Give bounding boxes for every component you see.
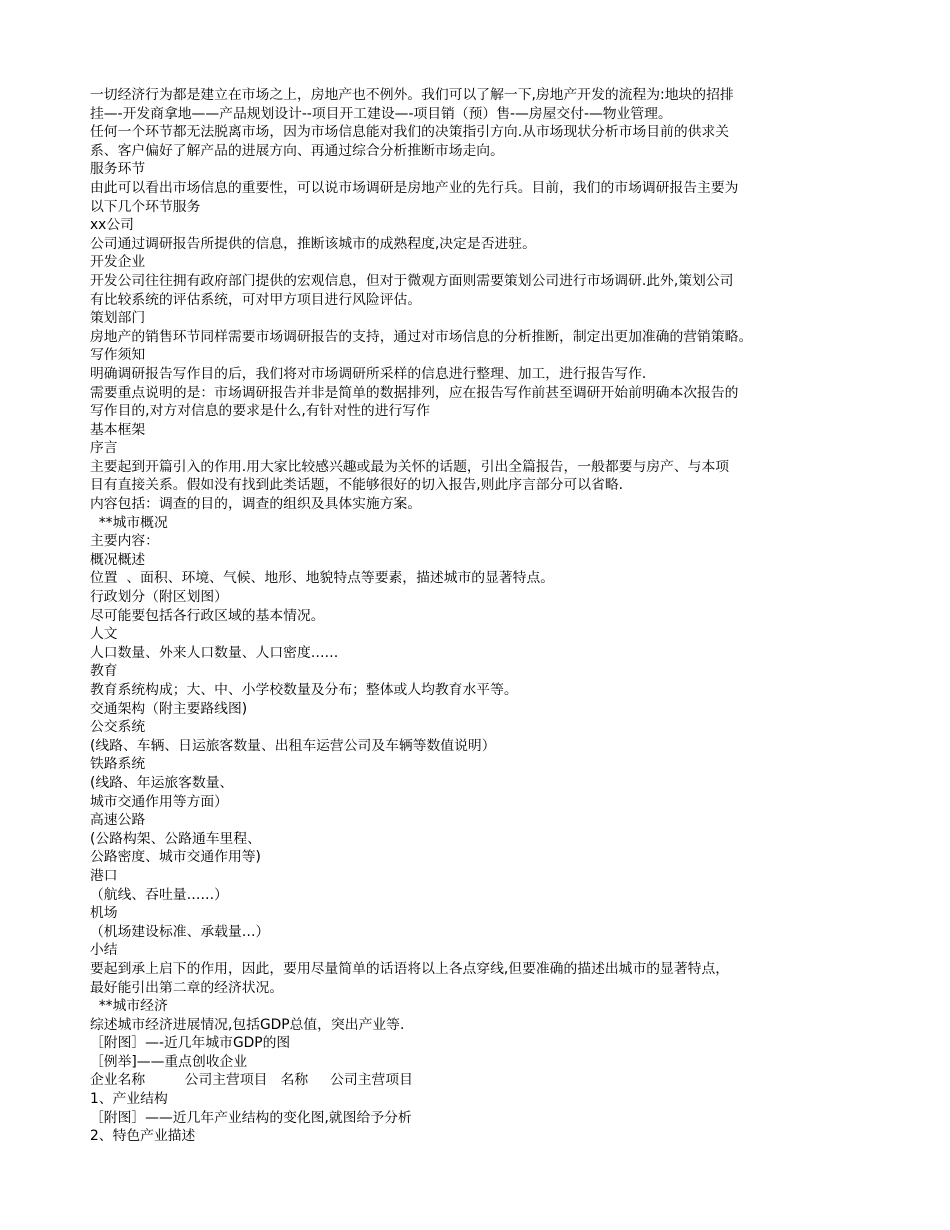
text-line: 写作目的,对方对信息的要求是什么,有针对性的进行写作 [90,403,430,420]
text-line: 一切经济行为都是建立在市场之上，房地产也不例外。我们可以了解一下,房地产开发的流程为:地块的招排 [90,87,734,103]
text-line: 开发公司往往拥有政府部门提供的宏观信息，但对于微观方面则需要策划公司进行市场调研.此外,策划公司 [90,272,734,289]
text-line: 系、客户偏好了解产品的进展方向、再通过综合分析推断市场走向。 [90,142,504,159]
text-line: **城市概况 [90,514,168,531]
text-line: 教育系统构成；大、中、小学校数量及分布；整体或人均教育水平等。 [90,682,518,698]
text-line: 公路密度、城市交通作用等) [90,849,261,866]
text-line: 行政划分（附区划图） [90,589,228,606]
text-line: 铁路系统 [90,756,146,773]
text-line: 以下几个环节服务 [90,198,201,215]
text-line: 教育 [90,663,118,680]
text-line: 要起到承上启下的作用，因此，要用尽量简单的话语将以上各点穿线,但要准确的描述出城市的显著特点， [90,960,730,977]
text-line: 综述城市经济进展情况,包括GDP总值，突出产业等. [90,1016,405,1033]
text-line: 需要重点说明的是：市场调研报告并非是简单的数据排列，应在报告写作前甚至调研开始前明确本次报告的 [90,384,739,401]
text-line: （航线、吞吐量……） [90,886,228,903]
text-line: 交通架构（附主要路线图) [90,700,248,717]
text-line: 公交系统 [90,719,146,736]
text-line: (公路构架、公路通车里程、 [90,830,261,847]
text-line: 由此可以看出市场信息的重要性，可以说市场调研是房地产业的先行兵。目前，我们的市场调研报告主要为 [90,179,739,196]
text-line: 主要内容： [90,533,159,550]
text-line: 基本框架 [90,421,146,438]
text-line: 港口 [90,867,118,884]
text-line: 小结 [90,942,118,959]
text-line: 策划部门 [90,310,146,327]
text-line: (线路、年运旅客数量、 [90,774,234,791]
text-line: 高速公路 [90,812,146,829]
text-line: （机场建设标准、承载量…） [90,923,270,940]
text-line: 内容包括：调查的目的，调查的组织及具体实施方案。 [90,496,422,513]
text-line: xx公司 [90,217,134,234]
text-line: 人文 [90,626,118,643]
text-line: 2、特色产业描述 [90,1128,196,1145]
text-line: 序言 [90,440,118,457]
text-line: 1、产业结构 [90,1091,168,1108]
text-line: 人口数量、外来人口数量、人口密度…… [90,644,339,661]
document-body [90,86,865,1146]
text-line: ［附图］—-近几年城市GDP的图 [90,1035,291,1052]
text-line: 服务环节 [90,161,146,178]
text-line: ［例举]——重点创收企业 [90,1053,248,1070]
text-line: 城市交通作用等方面） [90,793,228,810]
text-line: 机场 [90,905,118,922]
text-line: 挂—-开发商拿地——产品规划设计--项目开工建设—-项目销（预）售-—房屋交付-—物业管理。 [90,105,672,122]
text-line: 最好能引出第二章的经济状况。 [90,979,284,996]
text-line: 明确调研报告写作目的后，我们将对市场调研所采样的信息进行整理、加工，进行报告写作. [90,365,647,382]
text-line: 位置 、面积、环境、气候、地形、地貌特点等要素，描述城市的显著特点。 [90,570,555,587]
text-line: 开发企业 [90,254,146,271]
text-line: (线路、车辆、日运旅客数量、出租车运营公司及车辆等数值说明） [90,737,496,754]
text-line: 公司通过调研报告所提供的信息，推断该城市的成熟程度,决定是否进驻。 [90,235,536,252]
text-line: 目有直接关系。假如没有找到此类话题，不能够很好的切入报告,则此序言部分可以省略. [90,477,624,494]
text-line: **城市经济 [90,998,168,1015]
text-line: 有比较系统的评估系统，可对甲方项目进行风险评估。 [90,291,422,308]
text-line: 房地产的销售环节同样需要市场调研报告的支持，通过对市场信息的分析推断，制定出更加准确的营销策略。 [90,328,753,345]
text-line: 任何一个环节都无法脱离市场，因为市场信息能对我们的决策指引方向.从市场现状分析市场目前的供求关 [90,124,730,141]
text-line: 概况概述 [90,551,146,568]
text-line: 写作须知 [90,347,146,364]
text-line: 主要起到开篇引入的作用.用大家比较感兴趣或最为关怀的话题，引出全篇报告，一般都要与房产、与本项 [90,458,730,475]
text-line: ［附图］——近几年产业结构的变化图,就图给予分析 [90,1109,412,1126]
text-line: 企业名称 公司主营项目 名称 公司主营项目 [90,1072,413,1089]
text-line: 尽可能要包括各行政区域的基本情况。 [90,607,325,624]
